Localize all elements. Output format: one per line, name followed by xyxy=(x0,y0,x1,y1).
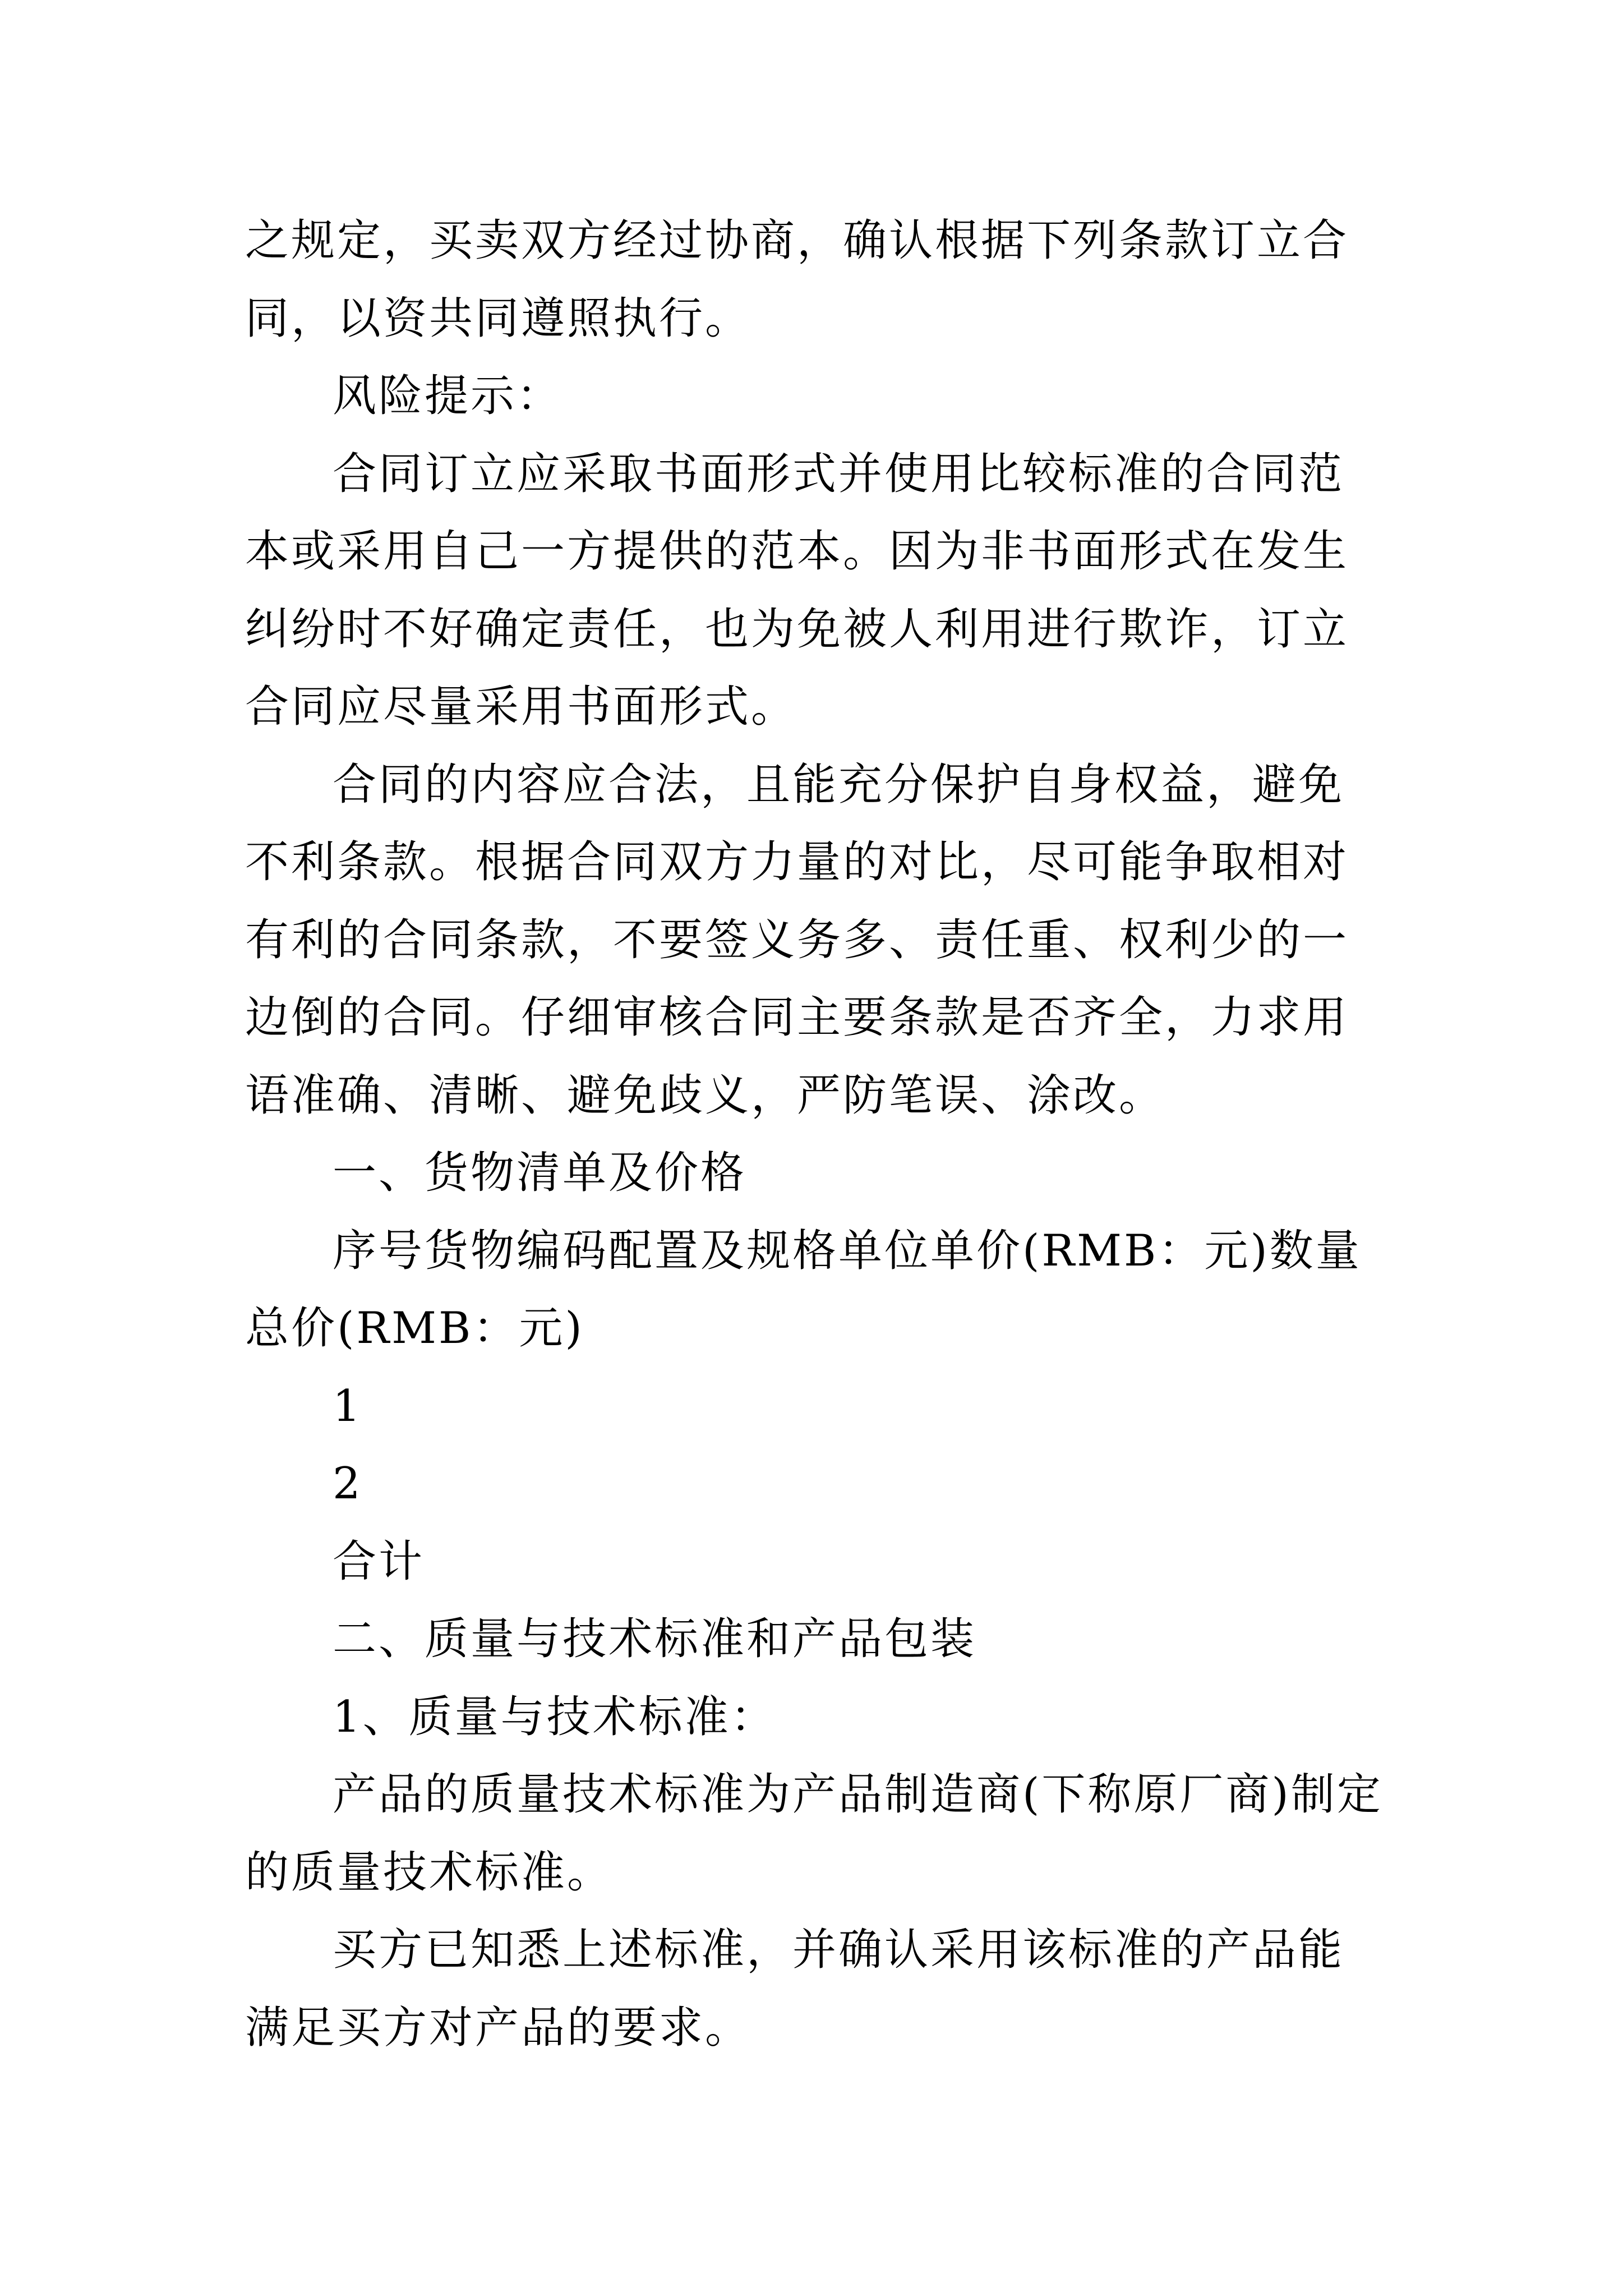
goods-row-2: 2 xyxy=(333,1458,363,1509)
paragraph-buyer-acknowledgement: 买方已知悉上述标准，并确认采用该标准的产品能满足买方对产品的要求。 xyxy=(245,1925,1345,2053)
document-body xyxy=(245,202,1384,2067)
goods-total: 合计 xyxy=(333,1536,425,1587)
section-heading-quality: 二、质量与技术标准和产品包装 xyxy=(333,1614,977,1664)
paragraph-2: 风险提示： xyxy=(333,371,563,421)
section-heading-goods-list: 一、货物清单及价格 xyxy=(333,1148,747,1198)
paragraph-1: 之规定，买卖双方经过协商，确认根据下列条款订立合同，以资共同遵照执行。 xyxy=(245,215,1349,344)
subsection-heading-standards: 1、质量与技术标准： xyxy=(333,1691,777,1742)
paragraph-standards: 产品的质量技术标准为产品制造商(下称原厂商)制定的质量技术标准。 xyxy=(245,1769,1383,1898)
paragraph-4: 合同的内容应合法，且能充分保护自身权益，避免不利条款。根据合同双方力量的对比，尽可能争取相对有利的合同条款，不要签义务多、责任重、权利少的一边倒的合同。仔细审核合同主要条款是否齐全，力求用语准确、清晰、避免歧义，严防笔误、涂改。 xyxy=(245,759,1349,1121)
goods-row-1: 1 xyxy=(333,1381,363,1432)
goods-table-header: 序号货物编码配置及规格单位单价(RMB：元)数量总价(RMB：元) xyxy=(245,1225,1362,1354)
paragraph-3: 合同订立应采取书面形式并使用比较标准的合同范本或采用自己一方提供的范本。因为非书面形式在发生纠纷时不好确定责任，也为免被人利用进行欺诈，订立合同应尽量采用书面形式。 xyxy=(245,448,1349,732)
